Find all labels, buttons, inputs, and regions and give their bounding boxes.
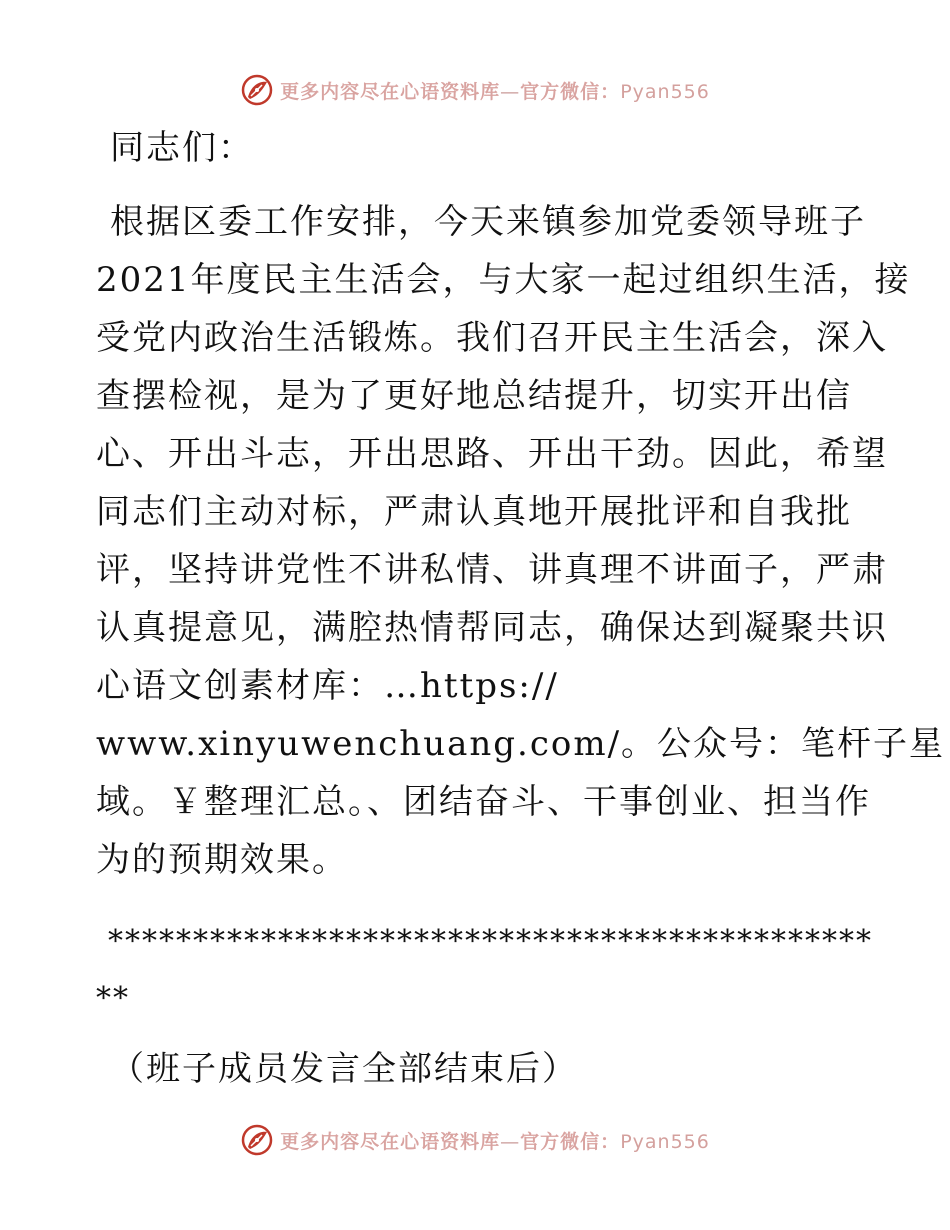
footer-banner-text <box>280 1127 710 1154</box>
paragraph-line: 为的预期效果。 <box>96 840 348 880</box>
paragraph-line: 认真提意见，满腔热情帮同志，确保达到凝聚共识 <box>96 608 888 648</box>
banner-main-text: 更多内容尽在心语资料库 <box>280 80 501 103</box>
main-paragraph <box>96 193 946 889</box>
paragraph-line: 心语文创素材库：…https:// <box>96 666 559 706</box>
paragraph-line: www.xinyuwenchuang.com/。公众号：笔杆子星 <box>96 724 946 764</box>
header-watermark-banner <box>0 70 950 110</box>
paragraph-line: 受党内政治生活锻炼。我们召开民主生活会，深入 <box>96 318 888 358</box>
pen-nib-logo-icon <box>240 1123 274 1157</box>
salutation: 同志们： <box>110 128 254 168</box>
paragraph-line: 评，坚持讲党性不讲私情、讲真理不讲面子，严肃 <box>96 550 888 590</box>
paragraph-line: 根据区委工作安排，今天来镇参加党委领导班子 <box>110 202 866 242</box>
banner-official-text: 官方微信： <box>520 1130 621 1153</box>
header-banner-text <box>280 77 710 104</box>
asterisk-separator-continued: ** <box>96 981 130 1016</box>
banner-wechat-id: Pyan556 <box>620 1130 710 1153</box>
paragraph-line: 心、开出斗志，开出思路、开出干劲。因此，希望 <box>96 434 888 474</box>
banner-wechat-id: Pyan556 <box>620 80 710 103</box>
closing-note: （班子成员发言全部结束后） <box>110 1049 578 1089</box>
paragraph-line: 2021年度民主生活会，与大家一起过组织生活，接 <box>96 260 911 300</box>
pen-nib-logo-icon <box>240 73 274 107</box>
footer-watermark-banner <box>0 1120 950 1160</box>
paragraph-line: 同志们主动对标，严肃认真地开展批评和自我批 <box>96 492 852 532</box>
paragraph-line: 查摆检视，是为了更好地总结提升，切实开出信 <box>96 376 852 416</box>
paragraph-line: 域。￥整理汇总。、团结奋斗、干事创业、担当作 <box>96 782 871 822</box>
banner-main-text: 更多内容尽在心语资料库 <box>280 1130 501 1153</box>
asterisk-separator: ********************************************* <box>108 924 873 959</box>
banner-dash: — <box>500 80 521 103</box>
banner-official-text: 官方微信： <box>520 80 621 103</box>
banner-dash: — <box>500 1130 521 1153</box>
